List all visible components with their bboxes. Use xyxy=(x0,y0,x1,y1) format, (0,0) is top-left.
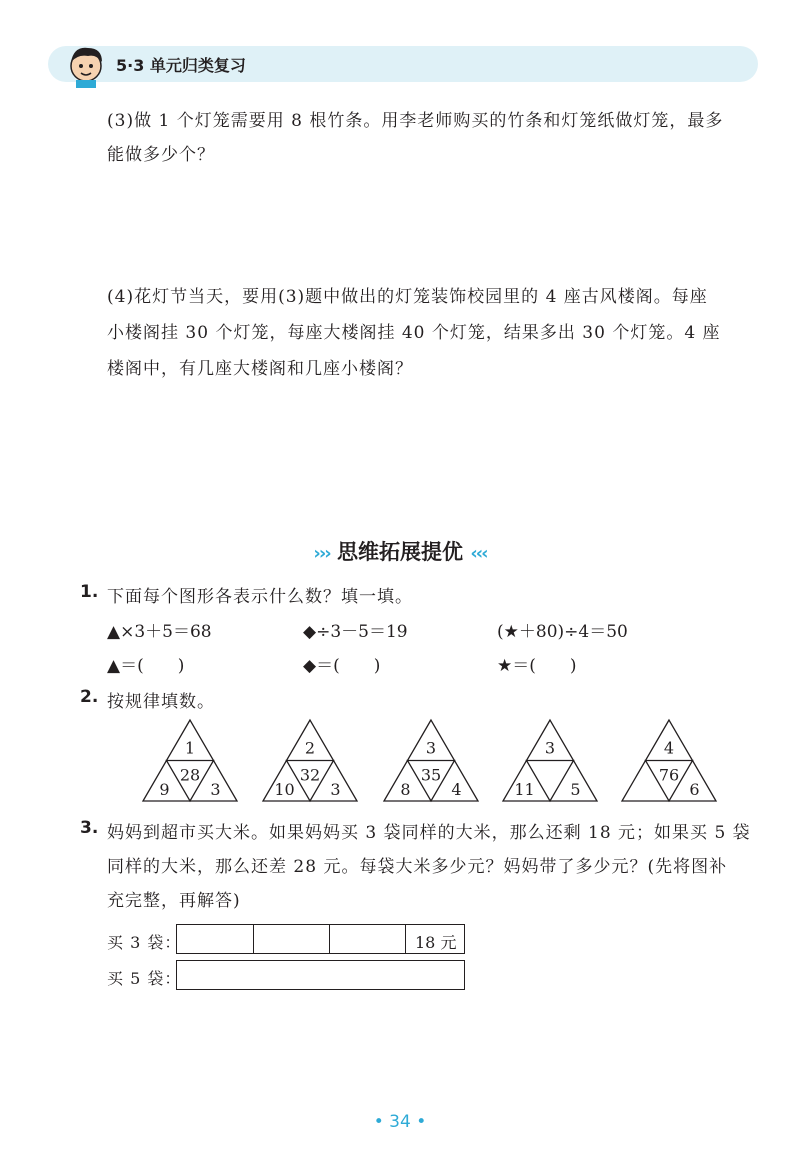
triangle-top-number: 2 xyxy=(304,738,316,758)
triangle-center-number: 35 xyxy=(420,765,442,785)
triangle-right-number: 4 xyxy=(451,780,462,799)
triangle-left-number: 10 xyxy=(274,780,295,799)
problem3-line1: 妈妈到超市买大米。如果妈妈买 3 袋同样的大米，那么还剩 18 元；如果买 5 袋 xyxy=(107,823,751,843)
equation-diamond: ◆÷3－5＝19 xyxy=(303,622,408,642)
answer-triangle: ▲＝( ) xyxy=(107,656,185,676)
triangle-top-number: 3 xyxy=(544,738,556,758)
three-bags-bar xyxy=(176,924,465,954)
number-triangle xyxy=(143,720,237,801)
section-right-arrows: ‹‹‹ xyxy=(470,543,487,564)
bar2-label: 买 5 袋： xyxy=(107,969,182,988)
section-heading xyxy=(0,536,800,566)
section-title: 思维拓展提优 xyxy=(337,540,463,564)
bar-segment xyxy=(177,925,254,953)
triangle-top-number: 3 xyxy=(425,738,437,758)
bar1-label: 买 3 袋： xyxy=(107,933,182,952)
q4-line3: 楼阁中，有几座大楼阁和几座小楼阁？ xyxy=(107,359,413,379)
triangle-center-number: 32 xyxy=(299,765,321,785)
problem3-number: 3. xyxy=(80,818,99,838)
equation-triangle: ▲×3＋5＝68 xyxy=(107,622,212,642)
number-triangle xyxy=(263,720,357,801)
problem2-text: 按规律填数。 xyxy=(107,692,215,712)
q3-line2: 能做多少个？ xyxy=(107,145,215,165)
section-left-arrows: ››› xyxy=(313,543,330,564)
five-bags-bar[interactable] xyxy=(176,960,465,990)
q3-line1: (3)做 1 个灯笼需要用 8 根竹条。用李老师购买的竹条和灯笼纸做灯笼，最多 xyxy=(107,111,724,131)
problem1-number: 1. xyxy=(80,582,99,602)
triangle-pattern-figure xyxy=(0,715,800,810)
remaining-18-label: 18 元 xyxy=(415,933,457,952)
equation-star: (★＋80)÷4＝50 xyxy=(497,622,628,642)
page-number: • 34 • xyxy=(373,1112,427,1132)
number-triangle xyxy=(384,720,478,801)
triangle-center-number: 76 xyxy=(658,765,680,785)
triangle-right-number: 5 xyxy=(570,780,581,799)
triangle-left-number: 8 xyxy=(400,780,411,799)
triangle-top-number: 4 xyxy=(663,738,675,758)
problem1-text: 下面每个图形各表示什么数？填一填。 xyxy=(107,587,413,607)
answer-star: ★＝( ) xyxy=(497,656,577,676)
triangle-right-number: 3 xyxy=(210,780,221,799)
problem3-line2: 同样的大米，那么还差 28 元。每袋大米多少元？妈妈带了多少元？(先将图补 xyxy=(107,857,728,877)
bar-segment xyxy=(330,925,406,953)
triangle-center-number: 28 xyxy=(179,765,201,785)
answer-diamond: ◆＝( ) xyxy=(303,656,381,676)
problem2-number: 2. xyxy=(80,687,99,707)
header-title: 5·3 单元归类复习 xyxy=(116,56,246,75)
number-triangle xyxy=(622,720,716,801)
triangle-left-number: 9 xyxy=(159,780,170,799)
problem3-line3: 充完整，再解答) xyxy=(107,891,241,911)
bar-segment xyxy=(254,925,330,953)
q4-line1: (4)花灯节当天，要用(3)题中做出的灯笼装饰校园里的 4 座古风楼阁。每座 xyxy=(107,287,708,307)
boy-mascot-icon xyxy=(62,40,110,88)
triangle-right-number: 6 xyxy=(689,780,700,799)
triangle-right-number: 3 xyxy=(330,780,341,799)
triangle-left-number: 11 xyxy=(514,780,535,799)
q4-line2: 小楼阁挂 30 个灯笼，每座大楼阁挂 40 个灯笼，结果多出 30 个灯笼。4 座 xyxy=(107,323,721,343)
number-triangle xyxy=(503,720,597,801)
triangle-top-number: 1 xyxy=(184,738,196,758)
